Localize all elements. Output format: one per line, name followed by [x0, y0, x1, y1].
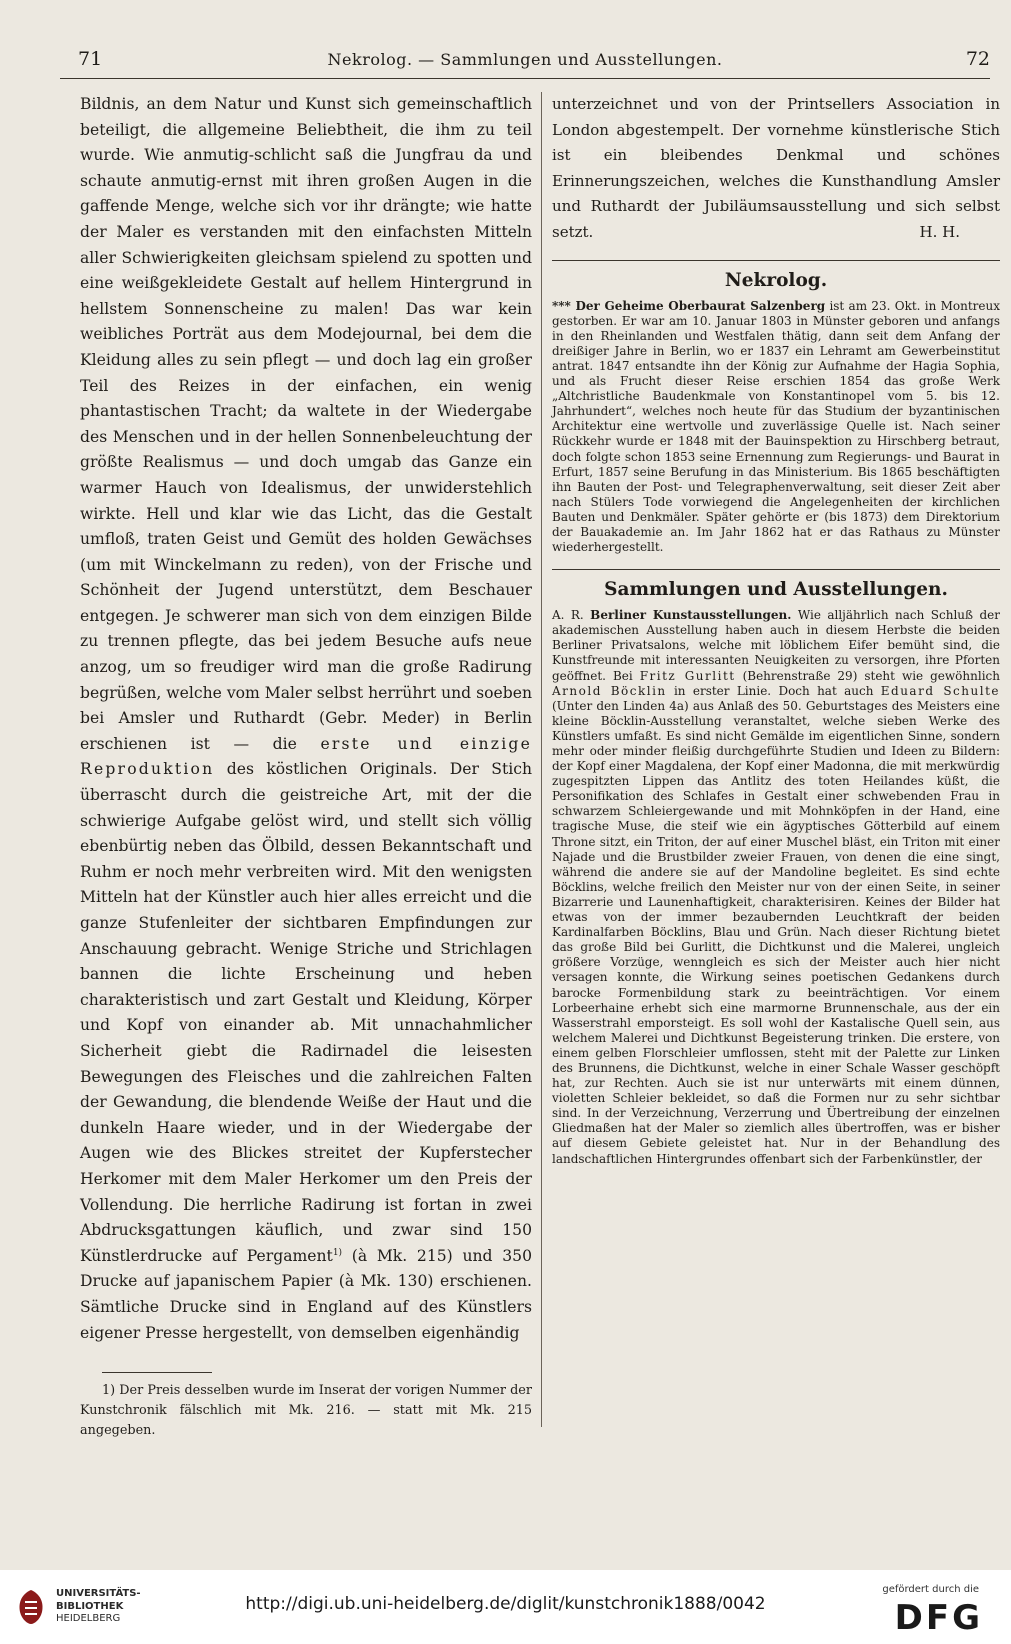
author-initials: A. R.: [552, 608, 584, 623]
dfg-logo[interactable]: DFG: [894, 1598, 983, 1638]
section-rule-1: [552, 260, 1000, 261]
running-title: Nekrolog. — Sammlungen und Ausstellungen.: [327, 50, 723, 69]
nekrolog-lead: *** Der Geheime Oberbaurat Salzenberg: [552, 298, 826, 313]
nekrolog-text: ist am 23. Okt. in Montreux gestorben. Er war am 10. Januar 1803 in Münster geboren und anfangs in den Rheinlanden und Westfalen thätig, dann seit dem Anfang der dreißiger Jahre in Berlin, wo er 1837 ein Lehramt am Gewerbeinstitut antrat. 1847 entsandte ihn der König zur Aufnahme der Hagia Sophia, und als Frucht dieser Reise erschien 1854 das große Werk „Altchristliche Baudenkmale von Konstantinopel vom 5. bis 12. Jahrhundert“, welches noch heute für das Studium der byzantinischen Architektur eine wertvolle und zuverlässige Quelle ist. Nach seiner Rückkehr wurde er 1848 mit der Bauinspektion zu Hirschberg betraut, doch folgte schon 1853 seine Ernennung zum Regierungs- und Baurat in Erfurt, 1857 seine Berufung in das Ministerium. Bis 1865 beschäftigten ihn Bauten der Post- und Telegraphenverwaltung, seit dieser Zeit aber nach Stülers Tode vorwiegend die Angelegenheiten der kirchlichen Bauten und Denkmäler. Später gehörte er (bis 1873) dem Direktorium der Bauakademie an. Im Jahr 1862 hat er das Rathaus zu Münster wiederhergestellt.: [552, 298, 1000, 555]
footnote: 1) Der Preis desselben wurde im Inserat der vorigen Nummer der Kunstchronik fälschlich mit Mk. 216. — statt mit Mk. 215 angegeben.: [80, 1383, 532, 1439]
section-rule-2: [552, 569, 1000, 570]
page-header: [60, 42, 990, 79]
logo-line-3: HEIDELBERG: [56, 1613, 121, 1624]
viewer-footer: [0, 1570, 1011, 1644]
left-text-part-1: Bildnis, an dem Natur und Kunst sich gemeinschaftlich beteiligt, die allgemeine Beliebtheit, die ihm zu teil wurde. Wie anmutig-schlicht saß die Jungfrau da und schaute anmutig-ernst mit ihren großen Augen in die gaffende Menge, welche sich vor ihr drängte; wie hatte der Maler es verstanden mit den einfachsten Mitteln aller Schwierigkeiten gleichsam spielend zu spotten und eine weißgekleidete Gestalt auf hellem Hintergrund in hellstem Sonnenscheine zu malen! Das war kein weibliches Porträt aus dem Modejournal, bei dem die Kleidung alles zu sein pflegt — und doch lag ein großer Teil des Reizes in der einfachen, ein wenig phantastischen Tracht; da waltete in der Wiedergabe des Menschen und in der hellen Sonnenbeleuchtung der größte Realismus — und doch umgab das Ganze ein warmer Hauch von Idealismus, der unwiderstehlich wirkte. Hell und klar wie das Licht, das die Gestalt umfloß, traten Geist und Gemüt des holden Gewächses (um mit Winckelmann zu reden), von der Frische und Schönheit der Jugend unterstützt, dem Beschauer entgegen. Je schwerer man sich von dem einzigen Bilde zu trennen pflegte, das bei jedem Besuche aufs neue anzog, um so freudiger wird man die große Radirung begrüßen, welche vom Maler selbst herrührt und soeben bei Amsler und Ruthardt (Gebr. Meder) in Berlin erschienen ist — die: [80, 95, 532, 753]
right-continuation-paragraph: [552, 92, 1000, 246]
signature: H. H.: [919, 222, 960, 241]
footnote-marker[interactable]: 1): [332, 1247, 343, 1258]
section-title-sammlungen: Sammlungen und Ausstellungen.: [604, 579, 948, 601]
left-text-part-3: (à Mk. 215) und 350 Drucke auf japanischem Papier (à Mk. 130) erschienen. Sämtliche Drucke sind in England auf des Künstlers eigener Presse hergestellt, von demselben eigenhändig: [80, 1246, 532, 1342]
page-number-right: 72: [965, 48, 990, 70]
sponsor-label: gefördert durch die: [882, 1584, 979, 1595]
logo-line-2: BIBLIOTHEK: [56, 1600, 124, 1612]
name-gurlitt: Fritz Gurlitt: [639, 668, 736, 683]
name-boecklin: Arnold Böcklin: [552, 683, 667, 698]
page-number-left: 71: [78, 48, 103, 70]
sammlungen-lead: Berliner Kunstausstellungen.: [590, 608, 792, 623]
sammlungen-text-3: in erster Linie. Doch hat auch: [666, 683, 881, 698]
source-url-link[interactable]: http://digi.ub.uni-heidelberg.de/diglit/kunstchronik1888/0042: [245, 1594, 766, 1614]
section-title-nekrolog: Nekrolog.: [724, 269, 828, 291]
left-spaced-emphasis: erste und einzige Reproduktion: [80, 734, 532, 779]
name-schulte: Eduard Schulte: [880, 683, 1000, 698]
sammlungen-text-1: Wie alljährlich nach Schluß der akademischen Ausstellung haben auch in diesem Herbste die beiden Berliner Privatsalons, welche mit löblichem Eifer bemüht sind, die Kunstfreunde mit interessanten Neuigkeiten zu versorgen, ihre Pforten geöffnet. Bei: [552, 608, 1000, 683]
nekrolog-entry: [552, 299, 1000, 556]
column-divider: [541, 92, 542, 1427]
left-text-part-2: des köstlichen Originals. Der Stich überrascht durch die geistreiche Art, mit der die schwierige Aufgabe gelöst wird, und stellt sich völlig ebenbürtig neben das Ölbild, dessen Bekanntschaft und Ruhm er noch mehr verbreiten wird. Mit den wenigsten Mitteln hat der Künstler auch hier alles erreicht und die ganze Stufenleiter der sichtbaren Empfindungen zur Anschauung gebracht. Wenige Striche und Strichlagen bannen die lichte Erscheinung und heben charakteristisch und zart Gestalt und Kleidung, Körper und Kopf von einander ab. Mit unnachahmlicher Sicherheit giebt die Radirnadel die leisesten Bewegungen des Fleisches und die zahlreichen Falten der Gewandung, die blendende Weiße der Haut und die dunkeln Haare wieder, und in der Wiedergabe der Augen wie des Blickes streitet der Kupferstecher Herkomer mit dem Maler Herkomer um den Preis der Vollendung. Die herrliche Radirung ist fortan in zwei Abdrucksgattungen käuflich, und zwar sind 150 Künstlerdrucke auf Pergament: [80, 760, 532, 1265]
left-paragraph: [80, 92, 532, 1346]
logo-line-1: UNIVERSITÄTS-: [56, 1588, 141, 1599]
right-column: [552, 92, 1000, 1167]
sammlungen-text-2: (Behrenstraße 29) steht wie gewöhnlich: [735, 668, 1000, 683]
left-column: [80, 92, 532, 1441]
sammlungen-text-4: (Unter den Linden 4a) aus Anlaß des 50. Geburtstages des Meisters eine kleine Böcklin-Ausstellung veranstaltet, welche sieben Werke des Künstlers umfaßt. Es sind nicht Gemälde im eigentlichen Sinne, sondern mehr oder minder fleißig durchgeführte Studien und Ideen zu Bildern: der Kopf einer Magdalena, der Kopf einer Madonna, die mit merkwürdig zugespitzten Lippen das Antlitz des toten Heilandes küßt, die Personifikation des Schlafes in Gestalt einer schwebenden Frau in schwarzem Schleiergewande und mit Mohnköpfen in der Hand, eine tragische Muse, die steif wie ein ägyptisches Götterbild auf einem Throne sitzt, ein Triton, der auf einer Muschel bläst, ein Triton mit einer Najade und die Brustbilder zweier Frauen, von denen die eine singt, während die andere sie auf der Mandoline begleitet. Es sind echte Böcklins, welche freilich den Meister nur von der einen Seite, in seiner Bizarrerie und Launenhaftigkeit, charakterisiren. Keines der Bilder hat etwas von der immer bezaubernden Leuchtkraft der beiden Kardinalfarben Böcklins, Blau und Grün. Nach dieser Richtung bietet das große Bild bei Gurlitt, die Dichtkunst und die Malerei, ungleich größere Vorzüge, wenngleich es sich der Meister auch hier nicht versagen konnte, die Wirkung seines poetischen Gedankens durch barocke Formenbildung stark zu beeinträchtigen. Vor einem Lorbeerhaine erhebt sich eine marmorne Brunnenschale, aus der ein Wasserstrahl emporsteigt. Es soll wohl der Kastalische Quell sein, aus welchem Malerei und Dichtkunst Begeisterung trinken. Die erstere, von einem gelben Florschleier umflossen, steht mit der Palette zur Linken des Brunnens, die Dichtkunst, welche in einer Schale Wasser geschöpft hat, zur Rechten. Auch sie ist nur unterwärts mit einem dünnen, violetten Schleier bekleidet, so daß die Formen nur zu sehr sichtbar sind. In der Verzeichnung, Verzerrung und Übertreibung der einzelnen Gliedmaßen hat der Maler so ziemlich alles übertroffen, was er bisher auf diesem Gebiete geleistet hat. Nur in der Behandlung des landschaftlichen Hintergrundes offenbart sich der Farbenkünstler, der: [552, 698, 1000, 1166]
right-text-top: unterzeichnet und von der Printsellers Association in London abgestempelt. Der vornehme künstlerische Stich ist ein bleibendes Denkmal und schönes Erinnerungszeichen, welches die Kunsthandlung Amsler und Ruthardt der Jubiläumsausstellung und sich selbst setzt.: [552, 95, 1000, 241]
footnote-rule: [102, 1372, 212, 1373]
sammlungen-entry: [552, 608, 1000, 1166]
